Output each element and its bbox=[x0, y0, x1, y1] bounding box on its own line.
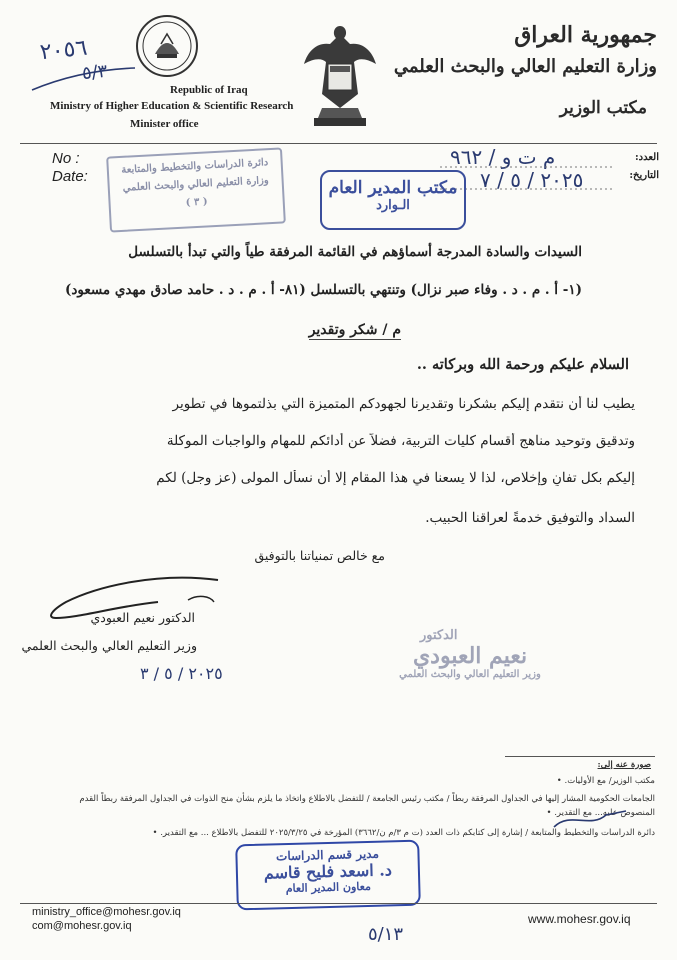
copies-heading: صورة عنه إلى: bbox=[597, 760, 651, 770]
recipients-line1: السيدات والسادة المدرجة أسماؤهم في القائمة المرفقة طياً والتي تبدأ بالتسلسل bbox=[128, 244, 582, 260]
copies-handwritten-mark bbox=[550, 805, 630, 835]
copy-item-3: دائرة الدراسات والتخطيط والمتابعة / إشارة إلى كتابكم ذات العدد (ت م ٣/م ن/٣٦٦٢) المؤرخة في ٢٠٢٥/٣/٢٥ للتفضل بالاطلاع ... مع التقدير. • bbox=[152, 828, 655, 838]
iraq-eagle-emblem-icon bbox=[300, 20, 380, 130]
english-office: Minister office bbox=[130, 118, 199, 130]
handwritten-reference: ٢٠٥٦ bbox=[38, 35, 89, 66]
header bbox=[0, 0, 677, 140]
arabic-republic: جمهورية العراق bbox=[514, 22, 657, 48]
footer-divider bbox=[20, 903, 657, 904]
minister-stamp-line2: نعيم العبودي bbox=[412, 643, 528, 669]
number-label-ar: العدد: bbox=[634, 152, 659, 163]
body-line-3: إليكم بكل تفانٍ وإخلاص، لذا لا يسعنا في هذا المقام إلا أن نسأل المولى (عز وجل) لكم bbox=[156, 470, 635, 486]
footer-email-2[interactable]: com@mohesr.gov.iq bbox=[32, 920, 132, 932]
copy-item-2: الجامعات الحكومية المشار إليها في الجداول المرفقة ربطاً / مكتب رئيس الجامعة / للتفضل بالاطلاع واتخاذ ما يلزم بشأن منح الذوات في الجداول المرفقة ربطاً القدم المنصوص عليه... مع التقدير. • bbox=[79, 794, 655, 818]
footer-email-1[interactable]: ministry_office@mohesr.gov.iq bbox=[32, 906, 181, 918]
handwritten-strike bbox=[30, 60, 140, 100]
department-stamp-line2: وزارة التعليم العالي والبحث العلمي bbox=[122, 175, 269, 194]
no-label: No : bbox=[52, 150, 80, 167]
subject-line: م / شكر وتقدير bbox=[308, 322, 401, 338]
closing: مع خالص تمنياتنا بالتوفيق bbox=[254, 548, 385, 563]
footer-handwritten-date: ٥/١٣ bbox=[368, 924, 404, 945]
minister-stamp-line3: وزير التعليم العالي والبحث العلمي bbox=[399, 669, 541, 680]
director-general-stamp-sub: الـوارد bbox=[376, 198, 410, 213]
bottom-stamp-line3: معاون المدير العام bbox=[285, 879, 372, 896]
handwritten-date: ٥/٣ bbox=[80, 60, 109, 85]
copy-item-3-text: دائرة الدراسات والتخطيط والمتابعة / إشارة إلى كتابكم ذات العدد (ت م ٣/م ن/٣٦٦٢) المؤرخة في ٢٠٢٥/٣/٢٥ للتفضل بالاطلاع ... مع التقدير. bbox=[160, 828, 655, 838]
signature-date: ٢٠٢٥ / ٥ / ٣ bbox=[140, 664, 223, 683]
date-value: ٢٠٢٥ / ٥ / ٧ bbox=[480, 168, 584, 192]
director-general-stamp bbox=[320, 170, 466, 230]
director-general-stamp-title: مكتب المدير العام bbox=[328, 178, 458, 198]
body-line-1: يطيب لنا أن نتقدم إليكم بشكرنا وتقديرنا لجهودكم المتميزة التي بذلتموها في تطوير bbox=[172, 396, 635, 412]
greeting: السلام عليكم ورحمة الله وبركاته .. bbox=[416, 356, 629, 373]
bottom-stamp-line2: د. اسعد فليح قاسم bbox=[263, 860, 393, 883]
signature-name: الدكتور نعيم العبودي bbox=[90, 610, 195, 625]
minister-stamp-line1: الدكتور bbox=[420, 628, 458, 643]
date-label: Date: bbox=[52, 168, 88, 185]
minister-name-stamp bbox=[380, 628, 560, 718]
ministry-seal-icon bbox=[135, 14, 199, 78]
footer-website[interactable]: www.mohesr.gov.iq bbox=[528, 912, 631, 926]
signature-title: وزير التعليم العالي والبحث العلمي bbox=[21, 638, 197, 653]
bottom-stamp bbox=[235, 840, 421, 911]
body-line-4: السداد والتوفيق خدمةً لعراقنا الحبيب. bbox=[425, 510, 635, 526]
body-line-2: وتدقيق وتوحيد مناهج أقسام كليات التربية، فضلاً عن أدائكم للمهام والواجبات الموكلة bbox=[166, 433, 635, 449]
recipients-line2: (١- أ . م . د . وفاء صبر نزال) وتنتهي بالتسلسل (٨١- أ . م . د . حامد صادق مهدي مسعود) bbox=[64, 282, 582, 298]
arabic-office: مكتب الوزير bbox=[559, 98, 647, 118]
copies-divider bbox=[505, 756, 655, 757]
date-label-ar: التاريخ: bbox=[629, 170, 659, 181]
copy-item-2-text: الجامعات الحكومية المشار إليها في الجداول المرفقة ربطاً / مكتب رئيس الجامعة / للتفضل بالاطلاع واتخاذ ما يلزم بشأن منح الذوات في الجداول المرفقة ربطاً القدم المنصوص عليه... مع التقدير. bbox=[79, 794, 655, 818]
number-dotted-line bbox=[440, 165, 620, 195]
arabic-ministry: وزارة التعليم العالي والبحث العلمي bbox=[393, 56, 657, 77]
english-ministry: Ministry of Higher Education & Scientific Research bbox=[50, 100, 294, 112]
header-divider bbox=[20, 143, 657, 144]
bottom-stamp-line1: مدير قسم الدراسات bbox=[275, 846, 380, 864]
number-value: م ت و / ٩٦٢ bbox=[450, 145, 556, 169]
department-stamp-line1: دائرة الدراسات والتخطيط والمتابعة bbox=[121, 157, 269, 176]
copy-item-1-text: مكتب الوزير/ مع الأوليات. bbox=[564, 776, 655, 786]
copy-item-1: مكتب الوزير/ مع الأوليات. • bbox=[556, 776, 655, 786]
english-republic: Republic of Iraq bbox=[170, 84, 248, 96]
department-stamp-number: ( ٣ ) bbox=[185, 196, 208, 209]
department-stamp bbox=[106, 147, 286, 232]
